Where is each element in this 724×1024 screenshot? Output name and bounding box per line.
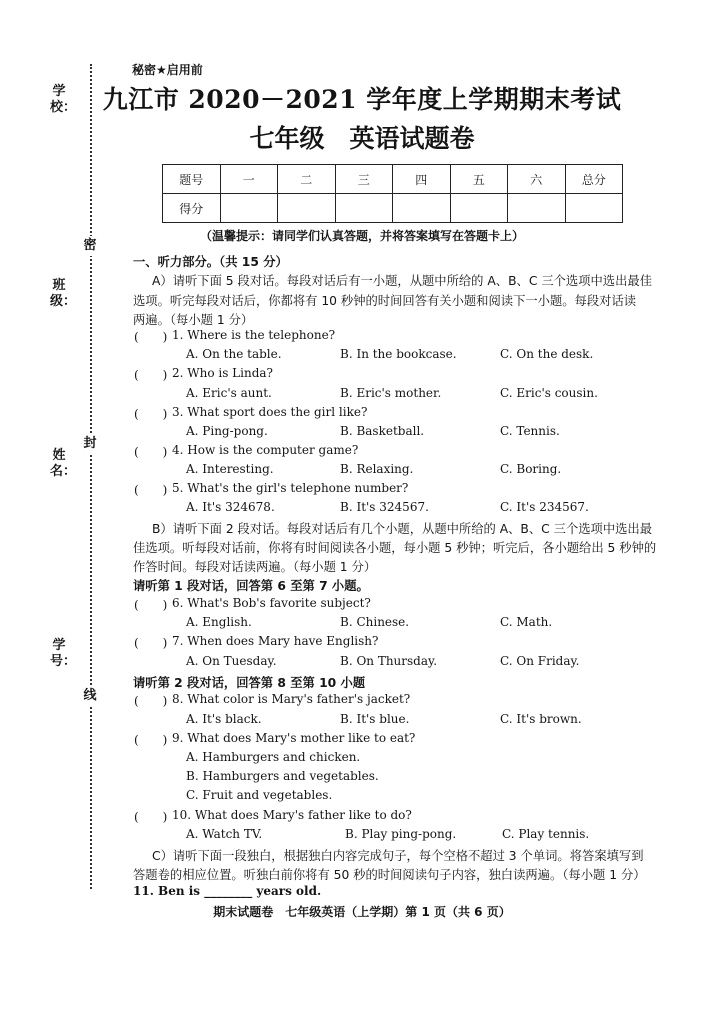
answer-paren[interactable]: ( )	[134, 445, 168, 459]
question-stem: 1. Where is the telephone?	[172, 328, 336, 342]
question-stem: 2. Who is Linda?	[172, 366, 273, 380]
school-label: 学校：	[50, 84, 77, 115]
seal-char-xian: 线	[80, 686, 100, 706]
exam-subtitle: 七年级 英语试题卷	[249, 124, 475, 153]
option-b: B. It's blue.	[340, 712, 410, 726]
score-cell: 四	[393, 165, 451, 194]
exam-tip: （温馨提示：请同学们认真答题，并将答案填写在答题卡上）	[199, 229, 524, 243]
option-a: A. Interesting.	[186, 462, 274, 476]
score-table-header-row	[163, 165, 623, 194]
score-blank-cell[interactable]	[508, 194, 566, 223]
option-c: C. Play tennis.	[502, 827, 590, 841]
answer-paren[interactable]: ( )	[134, 368, 168, 382]
section-heading: 一、听力部分。（共 15 分）	[133, 255, 288, 269]
option-b: B. Basketball.	[340, 424, 425, 438]
question-stem: 6. What's Bob's favorite subject?	[172, 596, 371, 610]
answer-paren[interactable]: ( )	[134, 636, 168, 650]
name-label: 姓名：	[50, 448, 77, 479]
option-c: C. It's 234567.	[500, 500, 589, 514]
score-cell: 二	[278, 165, 336, 194]
seal-char-feng: 封	[80, 434, 100, 454]
option-b: B. Play ping-pong.	[345, 827, 457, 841]
option-a: A. English.	[186, 615, 252, 629]
question-stem: 3. What sport does the girl like?	[172, 405, 368, 419]
option-b: B. It's 324567.	[340, 500, 429, 514]
score-blank-cell[interactable]	[278, 194, 336, 223]
option-a: A. Hamburgers and chicken.	[186, 750, 361, 764]
answer-paren[interactable]: ( )	[134, 733, 168, 747]
exam-title: 九江市 2020－2021 学年度上学期期末考试	[102, 85, 622, 114]
option-c: C. On Friday.	[500, 654, 580, 668]
score-blank-cell[interactable]	[565, 194, 623, 223]
option-a: A. On the table.	[186, 347, 282, 361]
question-stem: 10. What does Mary's father like to do?	[172, 808, 412, 822]
score-table	[162, 164, 623, 223]
option-b: B. Chinese.	[340, 615, 410, 629]
question-stem: 5. What's the girl's telephone number?	[172, 481, 409, 495]
student-id-label: 学号：	[50, 638, 77, 669]
option-a: A. It's black.	[186, 712, 262, 726]
option-c: C. Math.	[500, 615, 553, 629]
option-a: A. Eric's aunt.	[186, 386, 272, 400]
score-cell: 题号	[163, 165, 221, 194]
option-c: C. Fruit and vegetables.	[186, 788, 333, 802]
part-b-intro: B）请听下面 2 段对话。每段对话后有几个小题，从题中所给的 A、B、C 三个选项中选出最	[152, 522, 653, 536]
question-stem: 8. What color is Mary's father's jacket?	[172, 692, 411, 706]
answer-paren[interactable]: ( )	[134, 598, 168, 612]
option-a: A. Watch TV.	[186, 827, 263, 841]
dialogue-instruction: 请听第 1 段对话，回答第 6 至第 7 小题。	[133, 579, 369, 593]
part-a-intro: A）请听下面 5 段对话。每段对话后有一小题，从题中所给的 A、B、C 三个选项中选出最佳	[152, 274, 652, 288]
score-blank-cell[interactable]	[220, 194, 278, 223]
score-cell: 得分	[163, 194, 221, 223]
seal-char-mi: 密	[80, 236, 100, 256]
option-c: C. Tennis.	[500, 424, 560, 438]
score-blank-cell[interactable]	[335, 194, 393, 223]
score-cell: 一	[220, 165, 278, 194]
question-stem: 9. What does Mary's mother like to eat?	[172, 731, 416, 745]
option-a: A. It's 324678.	[186, 500, 275, 514]
part-c-intro: C）请听下面一段独白，根据独白内容完成句子，每个空格不超过 3 个单词。将答案填写到	[152, 849, 644, 863]
answer-paren[interactable]: ( )	[134, 407, 168, 421]
score-blank-cell[interactable]	[450, 194, 508, 223]
answer-paren[interactable]: ( )	[134, 694, 168, 708]
part-a-intro: 选项。听完每段对话后，你都将有 10 秒钟的时间回答有关小题和阅读下一小题。每段对话读	[133, 294, 637, 308]
option-b: B. On Thursday.	[340, 654, 438, 668]
question-11-fill-blank[interactable]: 11. Ben is ________ years old.	[133, 884, 322, 898]
part-a-intro: 两遍。（每小题 1 分）	[133, 313, 254, 327]
score-cell: 六	[508, 165, 566, 194]
option-b: B. Relaxing.	[340, 462, 414, 476]
class-label: 班级：	[50, 278, 77, 309]
seal-dotted-line	[90, 64, 92, 889]
answer-paren[interactable]: ( )	[134, 330, 168, 344]
answer-paren[interactable]: ( )	[134, 483, 168, 497]
secret-mark: 秘密★启用前	[132, 63, 203, 77]
option-b: B. Eric's mother.	[340, 386, 442, 400]
option-b: B. Hamburgers and vegetables.	[186, 769, 379, 783]
dialogue-instruction: 请听第 2 段对话，回答第 8 至第 10 小题	[133, 676, 366, 690]
question-stem: 4. How is the computer game?	[172, 443, 359, 457]
part-b-intro: 作答时间。每段对话读两遍。（每小题 1 分）	[133, 560, 377, 574]
score-table-score-row	[163, 194, 623, 223]
option-c: C. It's brown.	[500, 712, 582, 726]
answer-paren[interactable]: ( )	[134, 810, 168, 824]
option-c: C. Boring.	[500, 462, 562, 476]
question-stem: 7. When does Mary have English?	[172, 634, 379, 648]
option-c: C. Eric's cousin.	[500, 386, 598, 400]
page-footer: 期末试题卷 七年级英语（上学期）第 1 页（共 6 页）	[213, 905, 511, 919]
part-b-intro: 佳选项。听每段对话前，你将有时间阅读各小题，每小题 5 秒钟；听完后，各小题给出 5 秒钟的	[133, 541, 657, 555]
option-c: C. On the desk.	[500, 347, 594, 361]
option-a: A. Ping-pong.	[186, 424, 268, 438]
score-cell: 三	[335, 165, 393, 194]
score-blank-cell[interactable]	[393, 194, 451, 223]
score-cell: 总分	[565, 165, 623, 194]
option-b: B. In the bookcase.	[340, 347, 457, 361]
score-cell: 五	[450, 165, 508, 194]
part-c-intro: 答题卷的相应位置。听独白前你将有 50 秒的时间阅读句子内容，独白读两遍。（每小题 1 分）	[133, 868, 646, 882]
option-a: A. On Tuesday.	[186, 654, 277, 668]
